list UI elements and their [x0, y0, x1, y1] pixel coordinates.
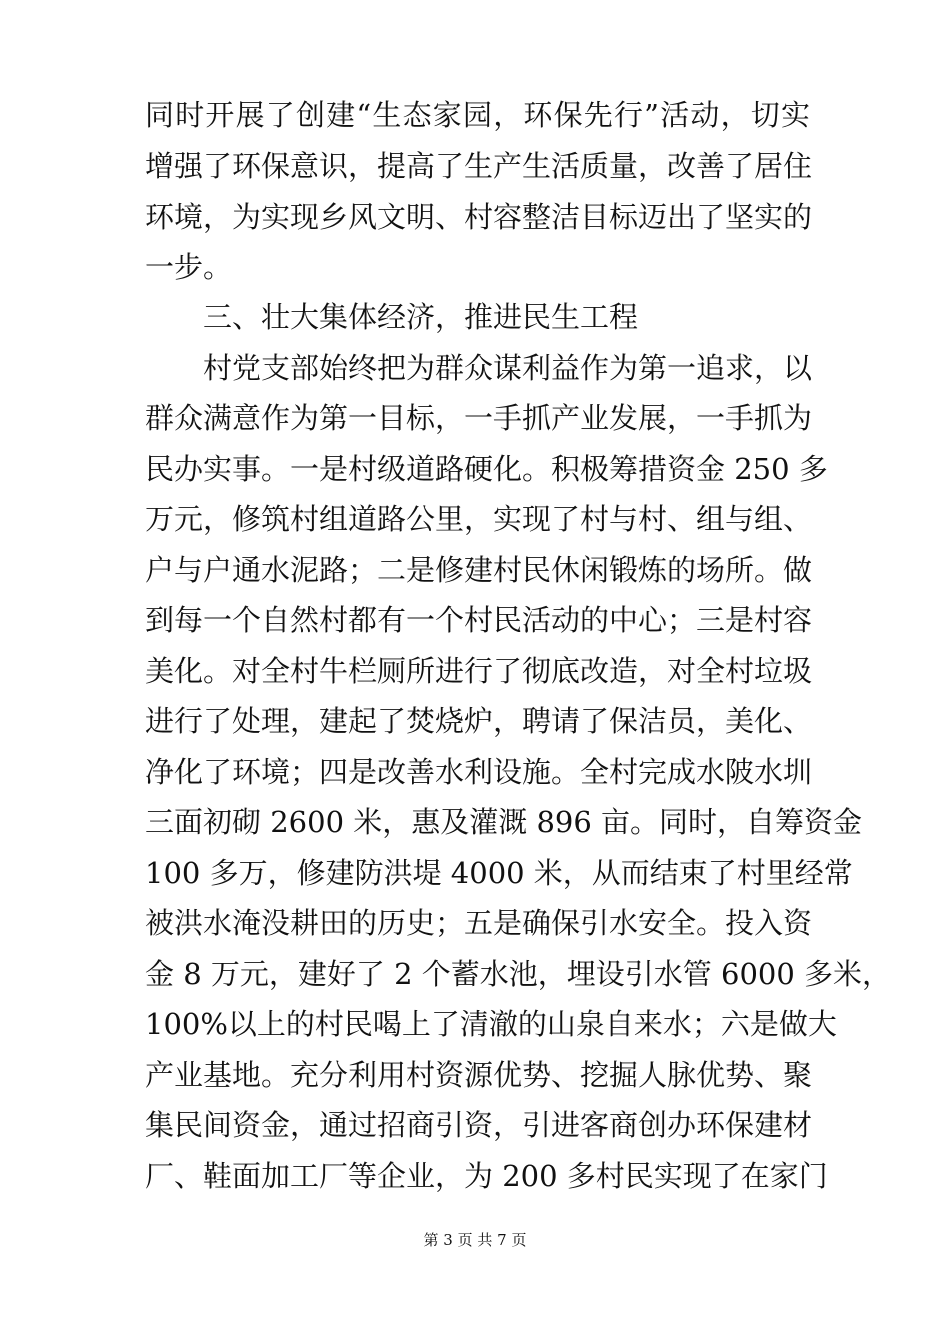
paragraph-line: 金 8 万元，建好了 2 个蓄水池，埋设引水管 6000 多米，: [145, 957, 892, 991]
page-number: 第 3 页 共 7 页: [423, 1231, 527, 1249]
paragraph-line: 进行了处理，建起了焚烧炉，聘请了保洁员，美化、: [145, 704, 813, 738]
paragraph-line: 净化了环境；四是改善水利设施。全村完成水陂水圳: [145, 755, 813, 789]
paragraph-line: 村党支部始终把为群众谋利益作为第一追求，以: [203, 351, 813, 385]
paragraph-line: 一步。: [145, 250, 233, 284]
paragraph-line: 三面初砌 2600 米，惠及灌溉 896 亩。同时，自筹资金: [145, 805, 863, 839]
paragraph-line: 被洪水淹没耕田的历史；五是确保引水安全。投入资: [145, 906, 813, 940]
paragraph-line: 产业基地。充分利用村资源优势、挖掘人脉优势、聚: [145, 1058, 813, 1092]
paragraph-line: 100 多万，修建防洪堤 4000 米，从而结束了村里经常: [145, 856, 853, 890]
paragraph-line: 美化。对全村牛栏厕所进行了彻底改造，对全村垃圾: [145, 654, 813, 688]
paragraph-line: 增强了环保意识，提高了生产生活质量，改善了居住: [145, 149, 813, 183]
paragraph-line: 群众满意作为第一目标，一手抓产业发展，一手抓为: [145, 401, 813, 435]
paragraph-line: 民办实事。一是村级道路硬化。积极筹措资金 250 多: [145, 452, 828, 486]
paragraph-line: 万元，修筑村组道路公里，实现了村与村、组与组、: [145, 502, 813, 536]
paragraph-line: 户与户通水泥路；二是修建村民休闲锻炼的场所。做: [145, 553, 813, 587]
paragraph-line: 厂、鞋面加工厂等企业，为 200 多村民实现了在家门: [145, 1159, 828, 1193]
section-heading: 三、壮大集体经济，推进民生工程: [203, 300, 639, 334]
paragraph-line: 集民间资金，通过招商引资，引进客商创办环保建材: [145, 1108, 813, 1142]
paragraph-line: 环境，为实现乡风文明、村容整洁目标迈出了坚实的: [145, 200, 813, 234]
paragraph-line: 100%以上的村民喝上了清澈的山泉自来水；六是做大: [145, 1007, 837, 1041]
paragraph-line: 到每一个自然村都有一个村民活动的中心；三是村容: [145, 603, 813, 637]
paragraph-line: 同时开展了创建“生态家园，环保先行”活动，切实: [145, 98, 810, 132]
